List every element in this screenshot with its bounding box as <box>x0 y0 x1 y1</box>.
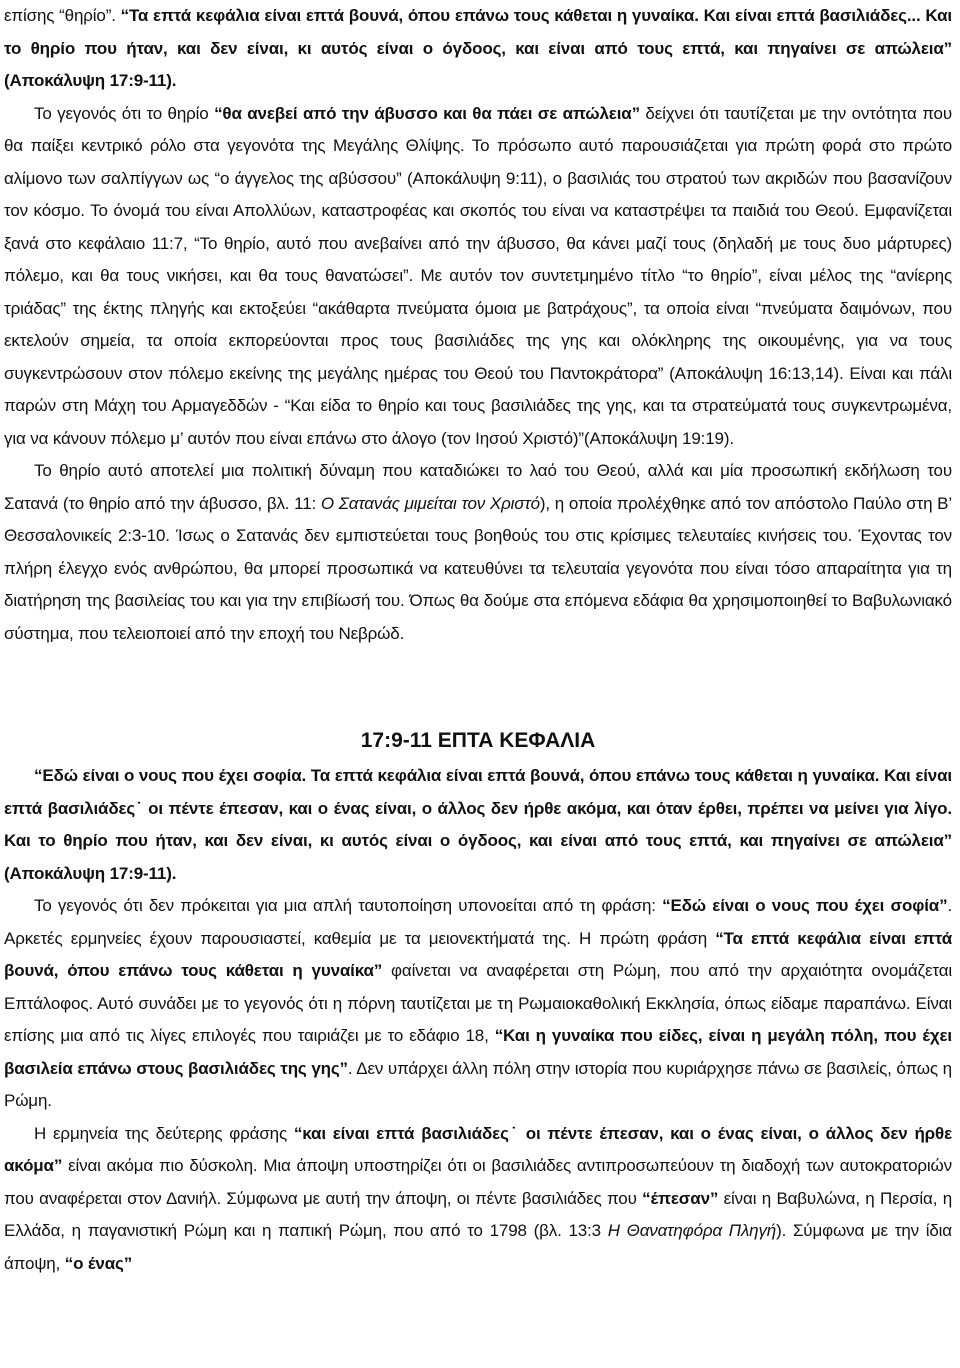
paragraph-6 <box>4 1118 952 1281</box>
text-span: ), η οποία προλέχθηκε από τον απόστολο Παύλο στη Β’ Θεσσαλονικείς 2:3-10. Ίσως ο Σατανάς δεν εμπιστεύεται τους βοηθούς του στις κρίσιμες τελευταίες κινήσεις του. Έχοντας τον πλήρη έλεγχο ενός ανθρώπου, θα μπορεί προσωπικά να κατευθύνει τα τελευταία γεγονότα που είναι τόσο απαραίτητα για τη διατήρηση της βασιλείας του και για την επιβίωσή του. Όπως θα δούμε στα επόμενα εδάφια θα χρησιμοποιηθεί το Βαβυλωνιακό σύστημα, που τελειοποιεί από την εποχή του Νεβρώδ. <box>4 493 952 643</box>
section-heading: 17:9-11 ΕΠΤΑ ΚΕΦΑΛΙΑ <box>360 729 596 752</box>
text-span: ). Σύμφωνα με την ίδια άποψη, <box>4 1221 952 1273</box>
text-span: φαίνεται να αναφέρεται στη Ρώμη, που από την αρχαιότητα ονομάζεται Επτάλοφος. Αυτό συνάδει με το γεγονός ότι η πόρνη ταυτίζεται με τη Ρωμαιοκαθολική Εκκλησία, όπως είδαμε παραπάνω. Είναι επίσης μια από τις λίγες επιλογές που ταιριάζει με το εδάφιο 18, <box>4 961 953 1045</box>
bold-span: “Και η γυναίκα που είδες, είναι η μεγάλη πόλη, που έχει βασιλεία επάνω στους βασιλιάδες της γης” <box>4 1026 952 1078</box>
text-span: Η ερμηνεία της δεύτερης φράσης <box>34 1123 294 1143</box>
bold-span: “Τα επτά κεφάλια είναι επτά βουνά, όπου επάνω τους κάθεται η γυναίκα” <box>4 928 953 980</box>
bold-span: “ο ένας” <box>64 1253 133 1273</box>
text-span: . Δεν υπάρχει άλλη πόλη στην ιστορία που κυριάρχησε πάνω σε βασιλείς, όπως η Ρώμη. <box>4 1058 952 1110</box>
text-span: δείχνει ότι ταυτίζεται με την οντότητα που θα παίξει κεντρικό ρόλο στα γεγονότα της Μεγάλης Θλίψης. Το πρόσωπο αυτό παρουσιάζεται για πρώτη φορά στο πρώτο αλίμονο των σαλπίγγων ως “ο άγγελος της αβύσσου” (Αποκάλυψη 9:11), ο βασιλιάς του στρατού των ακριδών που βασανίζουν τον κόσμο. Το όνομά του είναι Απολλύων, καταστροφέας και σκοπός του είναι να καταστρέψει τα παιδιά του Θεού. Εμφανίζεται ξανά στο κεφάλαιο 11:7, “Το θηρίο, αυτό που ανεβαίνει από την άβυσσο, θα κάνει μαζί τους (δηλαδή με τους δυο μάρτυρες) πόλεμο, και θα τους νικήσει, και θα τους θανατώσει”. Με αυτόν τον συντετμημένο τίτλο “το θηρίο”, είναι μέλος της “ανίερης τριάδας” της έκτης πληγής και εκτοξεύει “ακάθαρτα πνεύματα όμοια με βατράχους”, τα οποία είναι “πνεύματα δαιμόνων, που εκτελούν σημεία, τα οποία εκπορεύονται προς τους βασιλιάδες της γης και ολόκληρης της οικουμένης, για να τους συγκεντρώσουν στον πόλεμο εκείνης της μεγάλης ημέρας του Θεού του Παντοκράτορα” (Αποκάλυψη 16:13,14). Είναι και πάλι παρών στη Μάχη του Αρμαγεδδών - “Και είδα το θηρίο και τους βασιλιάδες της γης, και τα στρατεύματά τους συγκεντρωμένα, για να κάνουν πόλεμο μ’ αυτόν που είναι επάνω στο άλογο (τον Ιησού Χριστό)”(Αποκάλυψη 19:19). <box>4 103 952 448</box>
text-span: . Αρκετές ερμηνείες έχουν παρουσιαστεί, καθεμία με τα μειονεκτήματά της. Η πρώτη φράση <box>4 896 953 948</box>
italic-span: Ο Σατανάς μιμείται τον Χριστό <box>320 493 540 513</box>
bold-span: “θα ανεβεί από την άβυσσο και θα πάει σε απώλεια” <box>214 103 640 123</box>
bold-span: “Εδώ είναι ο νους που έχει σοφία. Τα επτά κεφάλια είναι επτά βουνά, όπου επάνω τους κάθεται η γυναίκα. Και είναι επτά βασιλιάδες˙ οι πέντε έπεσαν, και ο ένας είναι, ο άλλος δεν ήρθε ακόμα, και όταν έρθει, πρέπει να μείνει για λίγο. Και το θηρίο που ήταν, και δεν είναι, κι αυτός είναι ο όγδοος, και είναι από τους επτά, και πηγαίνει σε απώλεια” (Αποκάλυψη 17:9-11). <box>4 766 952 883</box>
text-span: επίσης “θηρίο”. <box>4 6 121 25</box>
paragraph-1 <box>4 0 952 98</box>
text-span: Το γεγονός ότι δεν πρόκειται για μια απλή ταυτοποίηση υπονοείται από τη φράση: <box>34 896 663 915</box>
bold-span: “και είναι επτά βασιλιάδες˙ οι πέντε έπεσαν, και ο ένας είναι, ο άλλος δεν ήρθε ακόμα” <box>4 1123 952 1175</box>
bold-span: “Τα επτά κεφάλια είναι επτά βουνά, όπου επάνω τους κάθεται η γυναίκα. Και είναι επτά βασιλιάδες... Και το θηρίο που ήταν, και δεν είναι, κι αυτός είναι ο όγδοος, και είναι από τους επτά, και πηγαίνει σε απώλεια” (Αποκάλυψη 17:9-11). <box>4 6 952 90</box>
paragraph-2 <box>4 98 952 456</box>
bold-span: “έπεσαν” <box>642 1188 719 1208</box>
bold-span: “Εδώ είναι ο νους που έχει σοφία” <box>662 896 948 915</box>
text-span: είναι η Βαβυλώνα, η Περσία, η Ελλάδα, η παγανιστική Ρώμη και η παπική Ρώμη, που από το 1798 (βλ. 13:3 <box>4 1188 952 1240</box>
paragraph-3 <box>4 455 952 650</box>
text-span: είναι ακόμα πιο δύσκολη. Μια άποψη υποστηρίζει ότι οι βασιλιάδες αντιπροσωπεύουν τη διαδοχή των αυτοκρατοριών που αναφέρεται στον Δανιήλ. Σύμφωνα με αυτή την άποψη, οι πέντε βασιλιάδες που <box>4 1156 952 1208</box>
text-span: Το γεγονός ότι το θηρίο <box>34 103 215 123</box>
italic-span: Η Θανατηφόρα Πληγή <box>607 1221 777 1240</box>
section-spacer <box>4 650 952 722</box>
text-span: Το θηρίο αυτό αποτελεί μια πολιτική δύναμη που καταδιώκει το λαό του Θεού, αλλά και μία προσωπική εκδήλωση του Σατανά (το θηρίο από την άβυσσο, βλ. 11: <box>4 461 952 513</box>
scripture-quote <box>4 760 952 890</box>
paragraph-5 <box>4 890 952 1118</box>
